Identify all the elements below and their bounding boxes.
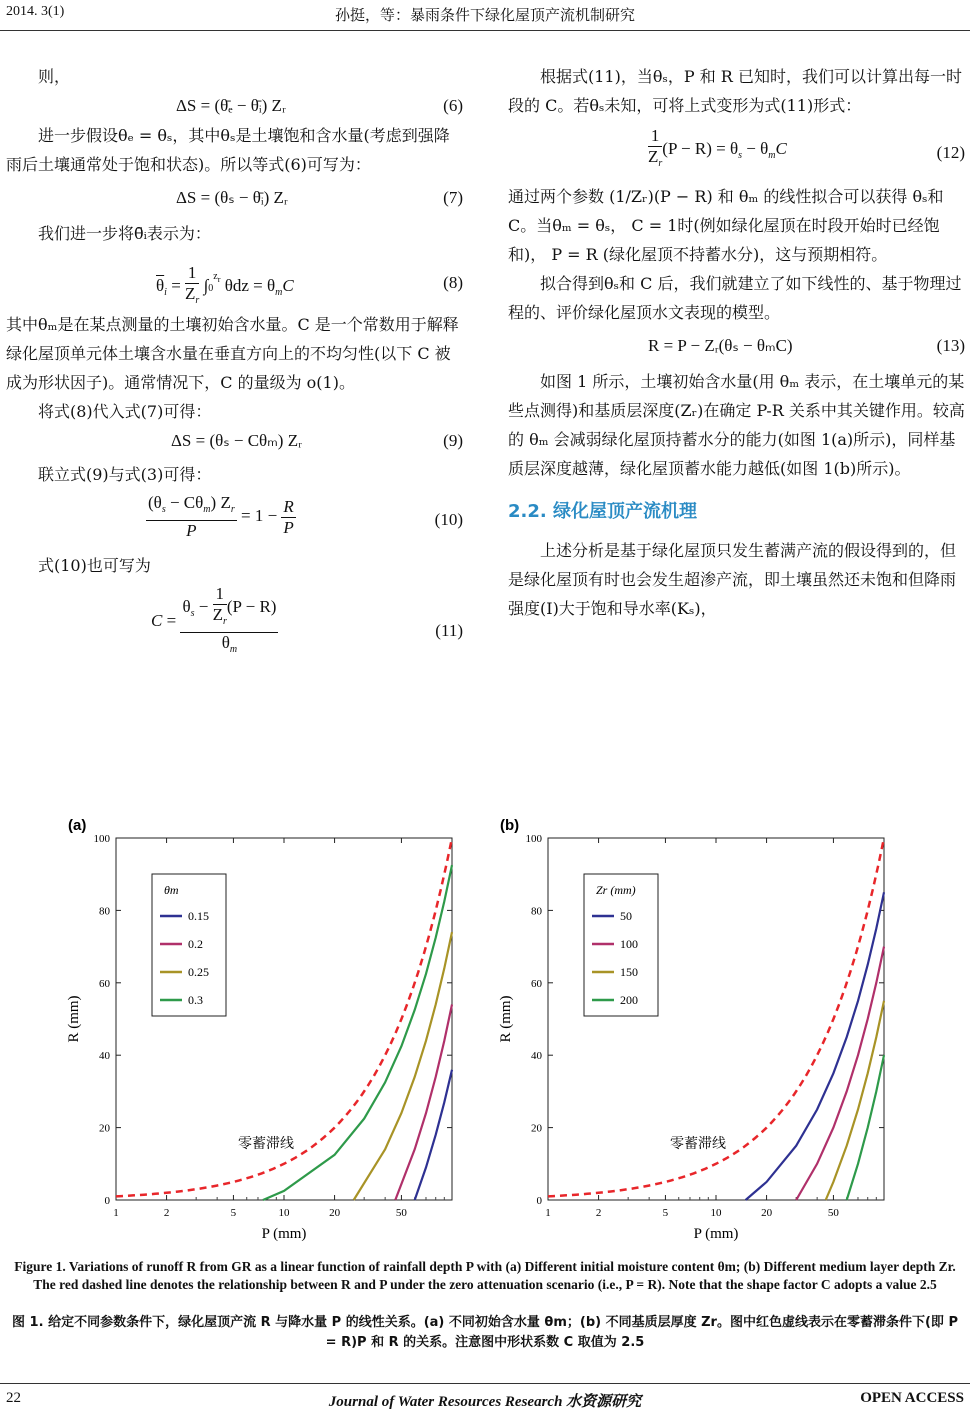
y-tick-label: 0 bbox=[104, 1195, 110, 1207]
y-tick-label: 100 bbox=[525, 833, 542, 845]
legend-entry: 0.2 bbox=[188, 937, 203, 951]
equation-12-number: (12) bbox=[936, 143, 965, 162]
issue-number: 2014. 3(1) bbox=[6, 4, 65, 19]
paragraph-ze: 则， bbox=[38, 67, 71, 86]
y-tick-label: 80 bbox=[531, 905, 542, 918]
equation-10 bbox=[6, 489, 463, 547]
x-tick-label: 50 bbox=[827, 1207, 839, 1219]
chart-panel-a bbox=[60, 814, 470, 1254]
legend-entry: 200 bbox=[620, 993, 638, 1007]
equation-9-number: (9) bbox=[443, 431, 463, 450]
paragraph-figure-ref: 如图 1 所示，土壤初始含水量(用 θₘ 表示，在土壤单元的某些点测得)和基质层深度(Zᵣ)在确定 P-R 关系中其关键作用。较高的 θₘ 会减弱绿化屋顶持蓄水分的能力(如图 1(a)所示)，同样基质层深度越薄，绿化屋顶蓄水能力越低(如图 1(b)所示)。 bbox=[508, 372, 965, 478]
chart-panel-b bbox=[492, 814, 912, 1254]
equation-9-body: ΔS = (θₛ − Cθₘ) Zᵣ bbox=[171, 431, 302, 450]
paragraph-combine: 联立式(9)与式(3)可得： bbox=[38, 465, 212, 484]
equation-13-number: (13) bbox=[936, 336, 965, 355]
legend-entry: 100 bbox=[620, 937, 638, 951]
equation-7-body: ΔS = (θₛ − θ̄ᵢ) Zᵣ bbox=[176, 188, 288, 207]
paragraph-shape-factor: 其中θₘ是在某点测量的土壤初始含水量。C 是一个常数用于解释绿化屋顶单元体土壤含水量在垂直方向上的不均匀性(以下 C 被成为形状因子)。通常情况下，C 的量级为 o(1)。 bbox=[6, 315, 459, 392]
x-tick-label: 20 bbox=[329, 1207, 341, 1219]
legend-entry: 0.3 bbox=[188, 993, 203, 1007]
x-tick-label: 2 bbox=[595, 1207, 602, 1219]
equation-13-body: R = P − Zᵣ(θₛ − θₘC) bbox=[648, 336, 793, 355]
equation-10-number: (10) bbox=[434, 510, 463, 529]
open-access-label: OPEN ACCESS bbox=[860, 1390, 964, 1406]
y-tick-label: 20 bbox=[531, 1122, 542, 1135]
x-tick-label: 1 bbox=[545, 1207, 551, 1219]
y-tick-label: 60 bbox=[99, 977, 110, 990]
equation-7-number: (7) bbox=[443, 188, 463, 207]
y-axis-label: R (mm) bbox=[66, 995, 82, 1043]
equation-11-number: (11) bbox=[435, 621, 463, 640]
series-line-50 bbox=[746, 892, 884, 1200]
equation-6-number: (6) bbox=[443, 96, 463, 115]
paragraph-mechanism: 上述分析是基于绿化屋顶只发生蓄满产流的假设得到的，但是绿化屋顶有时也会发生超渗产流，即土壤虽然还未饱和但降雨强度(I)大于饱和导水率(Kₛ)， bbox=[508, 541, 957, 618]
panel-label: (b) bbox=[500, 817, 520, 834]
x-tick-label: 5 bbox=[230, 1207, 237, 1219]
x-axis-label: P (mm) bbox=[693, 1226, 739, 1242]
journal-name: Journal of Water Resources Research 水资源研究 bbox=[328, 1394, 642, 1410]
page-number: 22 bbox=[6, 1390, 21, 1406]
caption-english: Figure 1. Variations of runoff R from GR as a linear function of rainfall depth P with (a) Different initial moisture content θm; (b) Different medium layer depth Zr. The red dashed line denotes the relationship between R and P under the zero attenuation scenario (i.e., P = R). Note that the shape factor C adopts a value 2.5 bbox=[14, 1259, 956, 1292]
left-column bbox=[6, 62, 463, 666]
legend-title: Zr (mm) bbox=[596, 883, 636, 897]
panel-label: (a) bbox=[68, 817, 87, 834]
y-tick-label: 80 bbox=[99, 905, 110, 918]
x-tick-label: 2 bbox=[163, 1207, 170, 1219]
paragraph-fit: 通过两个参数 (1/Zᵣ)(P − R) 和 θₘ 的线性拟合可以获得 θₛ和 C。当θₘ = θₛ， C = 1时(例如绿化屋顶在时段开始时已经饱和)， P = R (绿化屋顶不持蓄水分)，这与预期相符。 bbox=[508, 187, 944, 264]
y-tick-label: 0 bbox=[536, 1195, 542, 1207]
equation-10-body: $\frac{(\theta_s - C\theta_m) Z_r}{P}$ = 1 − $\frac{R}{P}$ bbox=[148, 493, 294, 540]
equation-12 bbox=[508, 120, 965, 182]
y-tick-label: 40 bbox=[99, 1050, 110, 1063]
running-title: 孙挺，等：暴雨条件下绿化屋顶产流机制研究 bbox=[334, 6, 635, 24]
paragraph-substitute: 将式(8)代入式(7)可得： bbox=[38, 402, 212, 421]
equation-11-body: C = $\theta_s$ − $\frac{1}{Z_r}$ (P − R) $\theta_m$ bbox=[151, 584, 277, 655]
equation-9 bbox=[6, 426, 463, 456]
y-axis-label: R (mm) bbox=[498, 995, 514, 1043]
x-tick-label: 10 bbox=[278, 1207, 290, 1219]
annotation-zero-storage: 零蓄滞线 bbox=[238, 1136, 294, 1152]
legend-title: θm bbox=[164, 883, 179, 897]
right-column bbox=[508, 62, 965, 623]
legend-entry: 0.25 bbox=[188, 965, 209, 979]
equation-12-body: $\frac{1}{Z_r}$ $(P - R) = \theta_s - \theta_mC$ bbox=[648, 126, 787, 169]
x-tick-label: 5 bbox=[662, 1207, 669, 1219]
paragraph-model: 拟合得到θₛ和 C 后，我们就建立了如下线性的、基于物理过程的、评价绿化屋顶水文表现的模型。 bbox=[508, 274, 962, 322]
page-header bbox=[0, 0, 970, 31]
y-tick-label: 100 bbox=[93, 833, 110, 845]
x-axis-label: P (mm) bbox=[261, 1226, 307, 1242]
annotation-zero-storage: 零蓄滞线 bbox=[670, 1136, 726, 1152]
paragraph-express: 我们进一步将θ̄ᵢ表示为： bbox=[38, 224, 211, 243]
equation-8 bbox=[6, 248, 463, 310]
x-tick-label: 20 bbox=[761, 1207, 773, 1219]
equation-7 bbox=[6, 183, 463, 213]
paragraph-assumption: 进一步假设θₑ = θₛ，其中θₛ是土壤饱和含水量(考虑到强降雨后土壤通常处于饱和状态)。所以等式(6)可写为： bbox=[6, 126, 450, 174]
y-tick-label: 20 bbox=[99, 1122, 110, 1135]
equation-6 bbox=[6, 91, 463, 121]
y-tick-label: 60 bbox=[531, 977, 542, 990]
x-tick-label: 10 bbox=[710, 1207, 722, 1219]
caption-chinese: 图 1. 给定不同参数条件下，绿化屋顶产流 R 与降水量 P 的线性关系。(a) 不同初始含水量 θm；(b) 不同基质层厚度 Zr。图中红色虚线表示在零蓄滞条件下(即 P = R)P 和 R 的关系。注意图中形状系数 C 取值为 2.5 bbox=[12, 1315, 958, 1350]
equation-13 bbox=[508, 331, 965, 361]
page-footer bbox=[0, 1383, 970, 1414]
y-tick-label: 40 bbox=[531, 1050, 542, 1063]
equation-8-body: $\overline{\theta}_i$ = $\frac{1}{Z_r}$ $\int 0^{z_r}$ $\theta dz = \theta_mC$ bbox=[156, 263, 294, 307]
section-heading: 2.2. 绿化屋顶产流机理 bbox=[508, 501, 697, 522]
legend-entry: 150 bbox=[620, 965, 638, 979]
equation-8-number: (8) bbox=[443, 273, 463, 292]
paragraph-compute-c: 根据式(11)，当θₛ，P 和 R 已知时，我们可以计算出每一时段的 C。若θₛ未知，可将上式变形为式(11)形式： bbox=[508, 67, 962, 115]
x-tick-label: 1 bbox=[113, 1207, 119, 1219]
equation-11 bbox=[6, 580, 463, 666]
legend-entry: 0.15 bbox=[188, 909, 209, 923]
paragraph-rewrite: 式(10)也可写为 bbox=[38, 556, 151, 575]
x-tick-label: 50 bbox=[395, 1207, 407, 1219]
legend-entry: 50 bbox=[620, 909, 632, 923]
equation-6-body: ΔS = (θ̄ₑ − θ̄ᵢ) Zᵣ bbox=[176, 96, 286, 115]
